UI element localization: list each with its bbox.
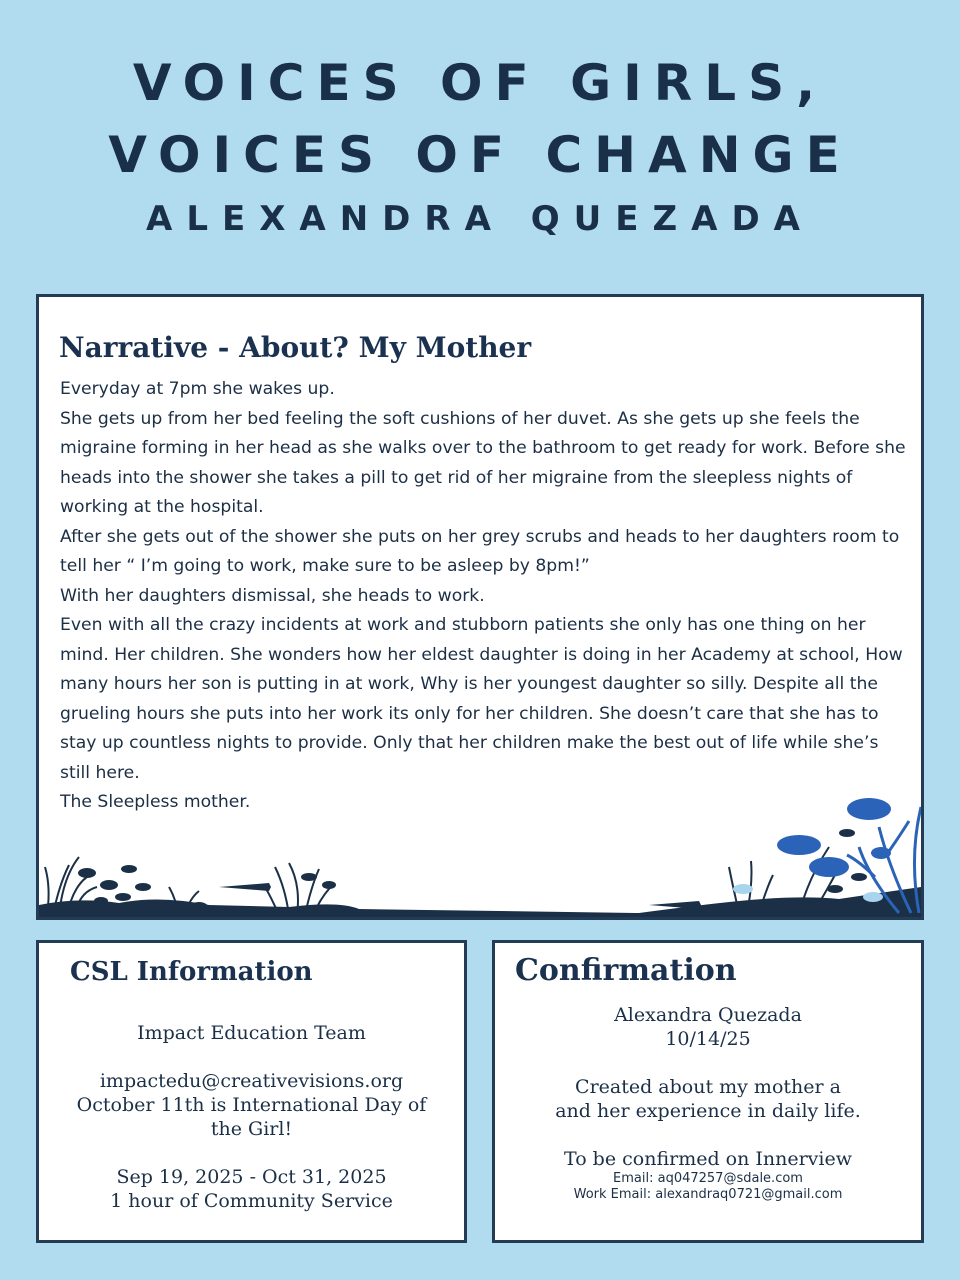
confirmation-date: 10/14/25 xyxy=(665,1028,751,1050)
poster-title-line-1: VOICES OF GIRLS, xyxy=(132,54,828,112)
story-paragraph: Everyday at 7pm she wakes up. xyxy=(60,379,335,399)
csl-heading: CSL Information xyxy=(70,957,313,987)
csl-dates: Sep 19, 2025 - Oct 31, 2025 xyxy=(116,1166,387,1188)
confirmation-panel xyxy=(492,940,924,1243)
author-name: ALEXANDRA QUEZADA xyxy=(146,199,814,239)
csl-details xyxy=(39,1021,464,1213)
story-paragraph: Even with all the crazy incidents at work and stubborn patients she only has one thing on her mind. Her children. She wonders how her eldest daughter is doing in her Academy at school, How many hours her son is putting in at work, Why is her youngest daughter so silly. Despite all the grueling hours she puts into her work its only for her children. She doesn’t care that she has to stay up countless nights to provide. Only that her children make the best out of life while she’s still here. xyxy=(60,615,903,783)
confirmation-work-email: Work Email: alexandraq0721@gmail.com xyxy=(573,1187,843,1202)
confirmation-heading: Confirmation xyxy=(515,953,737,988)
csl-note: October 11th is International Day of the Girl! xyxy=(76,1094,427,1140)
narrative-panel xyxy=(36,294,924,920)
confirmation-description: Created about my mother a and her experience in daily life. xyxy=(555,1076,861,1122)
confirmation-details xyxy=(495,1003,921,1203)
csl-email: impactedu@creativevisions.org xyxy=(99,1070,404,1092)
csl-team: Impact Education Team xyxy=(137,1022,366,1044)
story-paragraph: The Sleepless mother. xyxy=(60,792,251,812)
confirmation-name: Alexandra Quezada xyxy=(614,1004,802,1026)
csl-info-panel xyxy=(36,940,467,1243)
story-paragraph: She gets up from her bed feeling the soft cushions of her duvet. As she gets up she feels the migraine forming in her head as she walks over to the bathroom to get ready for work. Before she heads into the shower she takes a pill to get rid of her migraine from the sleepless nights of working at the hospital. xyxy=(60,408,906,517)
confirmation-note: To be confirmed on Innerview xyxy=(564,1148,852,1170)
ocean-reef-illustration xyxy=(39,737,921,917)
csl-hours: 1 hour of Community Service xyxy=(110,1190,393,1212)
story-paragraph: With her daughters dismissal, she heads to work. xyxy=(60,585,485,606)
story-paragraph: After she gets out of the shower she puts on her grey scrubs and heads to her daughters room to tell her “ I’m going to work, make sure to be asleep by 8pm!” xyxy=(60,526,900,576)
poster-title-line-2: VOICES OF CHANGE xyxy=(108,126,852,184)
confirmation-email: Email: aq047257@sdale.com xyxy=(613,1171,803,1186)
narrative-heading: Narrative - About? My Mother xyxy=(59,331,532,364)
